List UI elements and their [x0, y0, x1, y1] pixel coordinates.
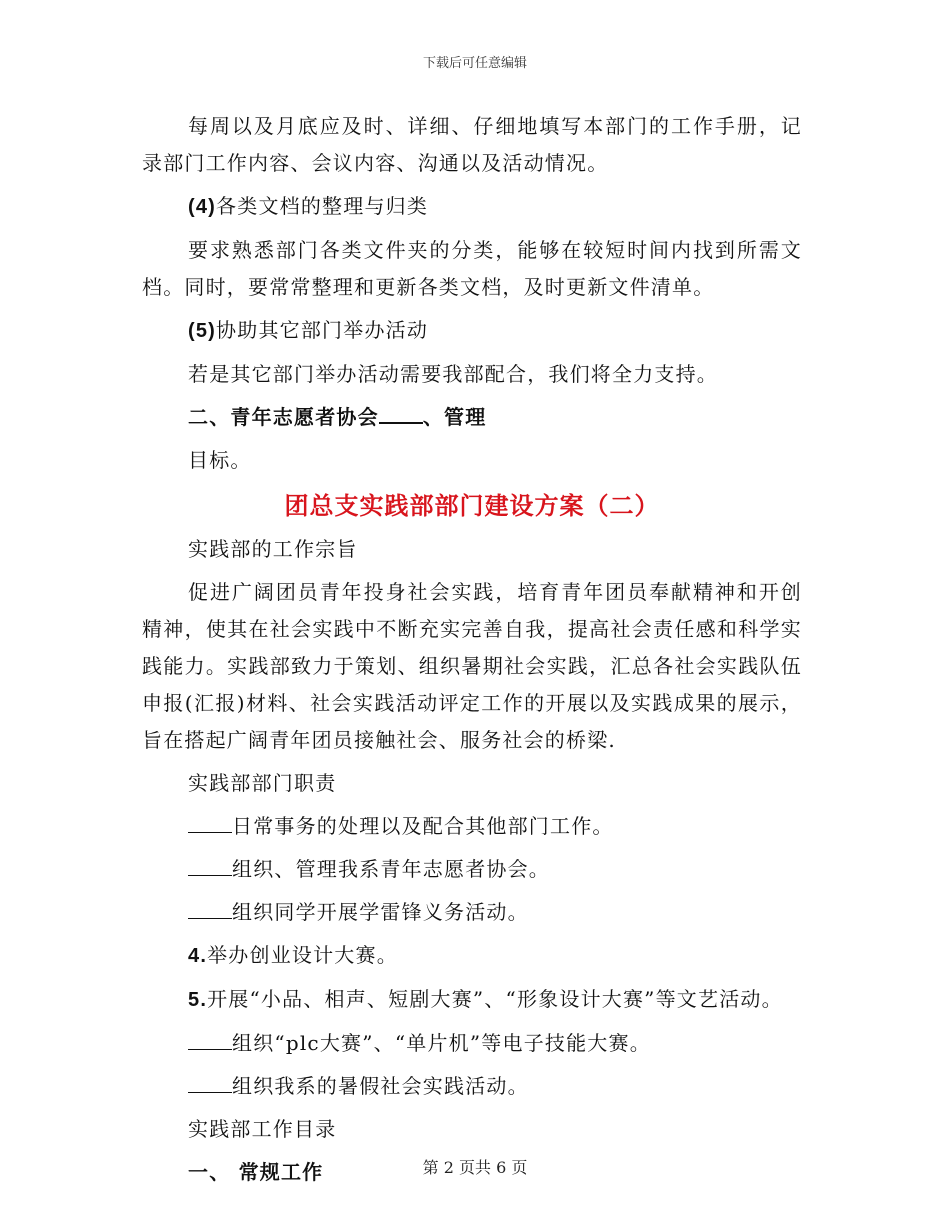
page-footer: 第 2 页共 6 页 — [422, 1158, 528, 1177]
duty-item — [142, 851, 802, 888]
duty-text: 组织、管理我系青年志愿者协会。 — [232, 857, 550, 881]
subheading-catalog: 实践部工作目录 — [188, 1117, 337, 1141]
duty-item — [142, 981, 802, 1019]
duty-item — [142, 894, 802, 931]
blank-underline — [188, 855, 232, 876]
item-5-text: 协助其它部门举办活动 — [216, 318, 429, 342]
blank-underline — [188, 1072, 232, 1093]
paragraph-purpose: 促进广阔团员青年投身社会实践，培育青年团员奉献精神和开创精神，使其在社会实践中不断充实完善自我，提高社会责任感和科学实践能力。实践部致力于策划、组织暑期社会实践，汇总各社会实践队伍申报(汇报)材料、社会实践活动评定工作的开展以及实践成果的展示，旨在搭起广阔青年团员接触社会、服务社会的桥梁. — [142, 580, 802, 752]
page-header: 下载后可任意编辑 — [422, 56, 527, 71]
item-4-text: 各类文档的整理与归类 — [216, 194, 429, 218]
paragraph-documents: 要求熟悉部门各类文件夹的分类，能够在较短时间内找到所需文档。同时，要常常整理和更新各类文档，及时更新文件清单。 — [142, 238, 802, 299]
blank-underline — [188, 1029, 232, 1050]
duty-text: 组织“plc大赛”、“单片机”等电子技能大赛。 — [232, 1031, 651, 1055]
item-4-number: (4) — [188, 196, 217, 218]
section-heading-post: 、管理 — [422, 405, 487, 429]
duty-item — [142, 808, 802, 845]
item-5-number: (5) — [188, 320, 217, 342]
duty-item — [142, 1068, 802, 1105]
section-heading-routine: 一、 常规工作 — [188, 1160, 324, 1184]
section-heading-pre: 二、青年志愿者协会 — [188, 405, 379, 429]
duty-item — [142, 937, 802, 975]
blank-underline — [188, 812, 232, 833]
duty-item — [142, 1025, 802, 1062]
duty-text: 日常事务的处理以及配合其他部门工作。 — [232, 814, 614, 838]
subheading-duties: 实践部部门职责 — [188, 771, 337, 795]
duty-number: 4. — [188, 945, 208, 967]
paragraph-goal: 目标。 — [188, 448, 252, 472]
duty-text: 举办创业设计大赛。 — [207, 943, 398, 967]
section-heading-volunteer — [142, 399, 802, 436]
blank-underline — [379, 404, 423, 424]
item-4-heading — [142, 188, 802, 226]
document-title: 团总支实践部部门建设方案（二） — [284, 491, 660, 520]
duty-text: 组织我系的暑假社会实践活动。 — [232, 1074, 529, 1098]
duty-number: 5. — [188, 989, 208, 1011]
document-body — [142, 108, 802, 1191]
paragraph-support: 若是其它部门举办活动需要我部配合，我们将全力支持。 — [188, 362, 718, 386]
subheading-purpose: 实践部的工作宗旨 — [188, 537, 358, 561]
paragraph-handbook: 每周以及月底应及时、详细、仔细地填写本部门的工作手册，记录部门工作内容、会议内容、沟通以及活动情况。 — [142, 114, 802, 175]
blank-underline — [188, 898, 232, 919]
duty-text: 组织同学开展学雷锋义务活动。 — [232, 900, 529, 924]
item-5-heading — [142, 312, 802, 350]
duty-text: 开展“小品、相声、短剧大赛”、“形象设计大赛”等文艺活动。 — [207, 987, 783, 1011]
